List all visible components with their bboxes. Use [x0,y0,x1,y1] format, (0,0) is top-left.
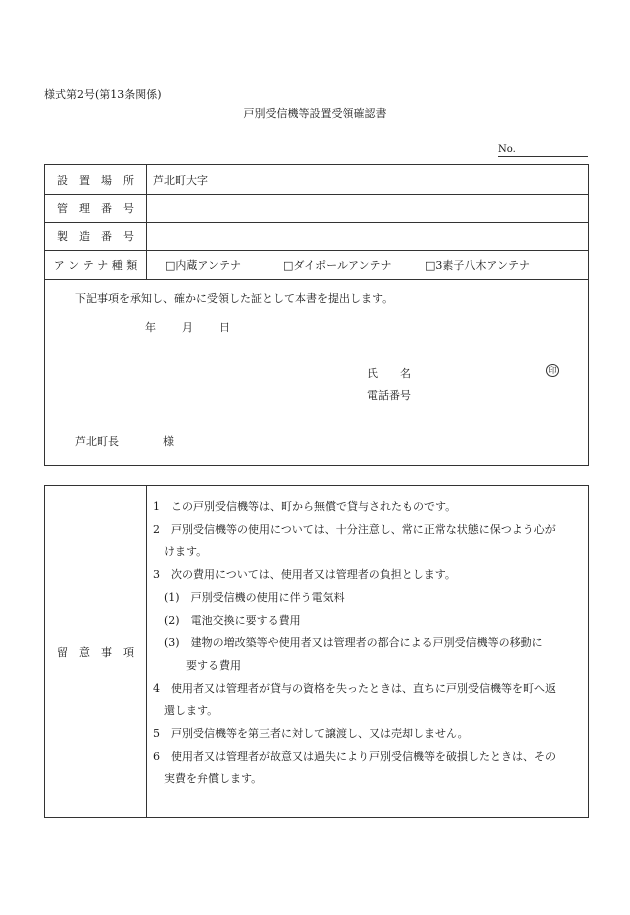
date-line[interactable] [145,319,230,335]
note-line: 4 使用者又は管理者が貸与の資格を失ったときは、直ちに戸別受信機等を町へ返 [153,681,556,695]
registration-box [44,164,589,466]
note-line: 1 この戸別受信機等は、町から無償で貸与されたものです。 [153,500,457,513]
row-antenna-type [45,250,588,280]
phone-label: 電話番号 [367,389,411,402]
note-line: 要する費用 [153,658,241,672]
notes-list [153,496,580,791]
document-title: 戸別受信機等設置受領確認書 [243,107,387,120]
notes-box [44,485,589,818]
antenna-option-internal[interactable]: □内蔵アンテナ [165,258,241,272]
note-line: 還します。 [153,704,219,718]
note-line: (3) 建物の増改築等や使用者又は管理者の都合による戸別受信機等の移動に [153,636,543,650]
seal-mark: 印 [546,364,559,377]
note-line: 6 使用者又は管理者が故意又は過失により戸別受信機等を破損したときは、その [153,749,556,763]
number-label: No. [498,144,516,155]
note-line: (1) 戸別受信機の使用に伴う電気料 [153,590,345,604]
note-line: (2) 電池交換に要する費用 [153,613,301,627]
date-month: 月 [182,321,193,334]
management-number-label: 管 理 番 号 [45,194,147,222]
row-location [45,165,588,195]
row-management-number [45,194,588,223]
form-number: 様式第2号(第13条関係) [44,88,162,101]
antenna-option-yagi[interactable]: □3素子八木アンテナ [425,258,530,272]
note-line: 5 戸別受信機等を第三者に対して譲渡し、又は売却しません。 [153,727,469,741]
name-label: 氏 名 [367,367,411,380]
antenna-option-dipole[interactable]: □ダイポールアンテナ [283,258,392,272]
location-label: 設 置 場 所 [45,165,147,194]
row-serial-number [45,222,588,251]
date-day: 日 [219,321,230,334]
date-year: 年 [145,321,156,334]
note-line: けます。 [153,545,208,559]
consent-text: 下記事項を承知し、確かに受領した証として本書を提出します。 [75,292,394,305]
note-line: 2 戸別受信機等の使用については、十分注意し、常に正常な状態に保つよう心が [153,522,556,536]
serial-number-label: 製 造 番 号 [45,222,147,250]
location-value[interactable]: 芦北町大字 [153,173,208,187]
notes-label: 留 意 事 項 [45,486,147,817]
number-field[interactable] [498,144,588,157]
note-line: 3 次の費用については、使用者又は管理者の負担とします。 [153,568,456,582]
antenna-type-label: ア ン テ ナ 種 類 [45,250,147,279]
note-line: 実費を弁償します。 [153,772,263,786]
addressee: 芦北町長 様 [75,435,174,448]
